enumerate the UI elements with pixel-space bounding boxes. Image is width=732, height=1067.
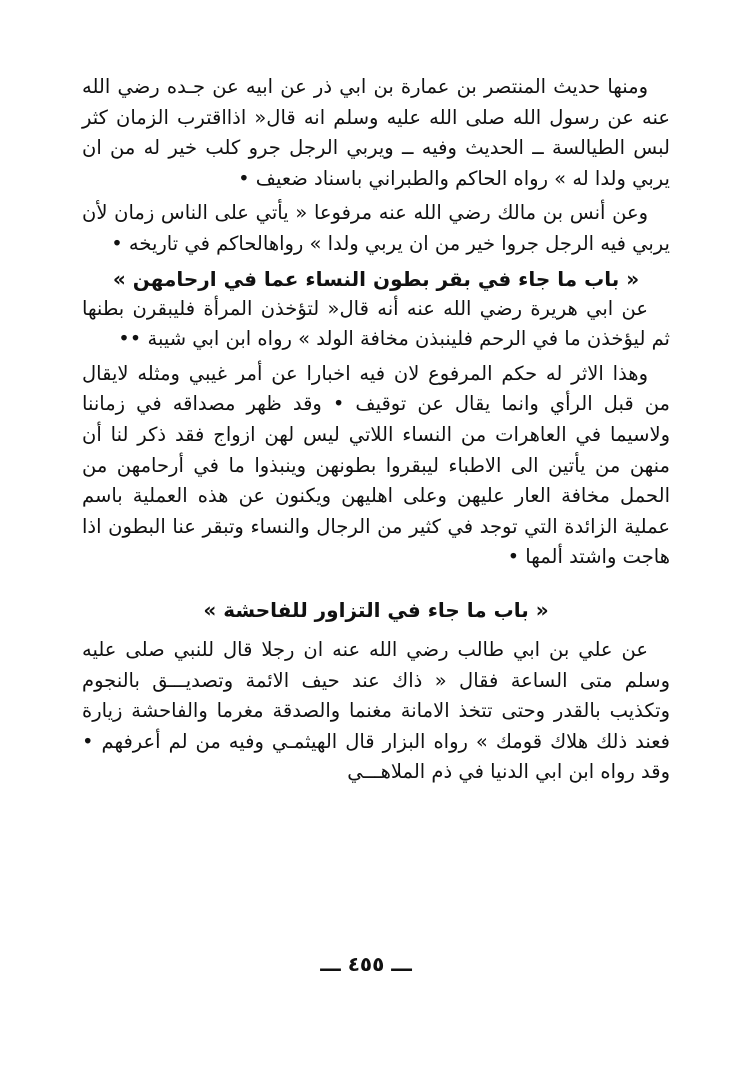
paragraph-hadith-abu-hurayra: عن ابي هريرة رضي الله عنه أنه قال« لتؤخذن المرأة فليبقرن بطنها ثم ليؤخذن ما في الرحم فلينبذن مخافة الولد » رواه ابن ابي شيبة ••	[82, 296, 670, 351]
paragraph-hadith-anas: وعن أنس بن مالك رضي الله عنه مرفوعا « يأتي على الناس زمان لأن يربي فيه الرجل جروا خير من ان يربي ولدا » رواهالحاكم في تاريخه •	[82, 201, 670, 255]
document-page	[82, 72, 670, 788]
paragraph-hadith-ali: عن علي بن ابي طالب رضي الله عنه ان رجلا قال للنبي صلى عليه وسلم متى الساعة فقال « ذاك عند حيف الائمة وتصديـــق بالنجوم وتكذيب بالقدر وحتى تتخذ الامانة مغنما والصدقة مغرما والفاحشة زيارة فعند ذلك هلاك قومك » رواه البزار قال الهيثمـي وفيه من لم أعرفهم • وقد رواه ابن ابي الدنيا في ذم الملاهـــي	[82, 637, 670, 784]
paragraph-commentary: وهذا الاثر له حكم المرفوع لان فيه اخبارا عن أمر غيبي ومثله لايقال من قبل الرأي وانما يقال عن توقيف • وقد ظهر مصداقه في زماننا ولاسيما في العاهرات من النساء اللاتي ليس لهن ازواج فقد ذكر لنا أن منهن من يأتين الى الاطباء ليبقروا بطونهن وينبذوا ما في أرحامهن من الحمل مخافة العار عليهن وعلى اهليهن ويكنون عن هذه العملية باسم عملية الزائدة التي توجد في كثير من الرجال والنساء وتبقر عنا البطون اذا هاجت واشتد ألمها •	[82, 361, 670, 569]
section-heading-tazawur: « باب ما جاء في التزاور للفاحشة »	[203, 597, 549, 622]
section-heading-baqr: « باب ما جاء في بقر بطون النساء عما في ارحامهن »	[112, 266, 640, 291]
paragraph-hadith-muntasir: ومنها حديث المنتصر بن عمارة بن ابي ذر عن ابيه عن جـده رضي الله عنه عن رسول الله صلى الله عليه وسلم انه قال« اذااقترب الزمان كثر لبس الطيالسة ــ الحديث وفيه ــ ويربي الرجل جرو كلب خير له من ان يربي ولدا له » رواه الحاكم والطبراني باسناد ضعيف •	[82, 75, 670, 190]
page-number: ـــ ٤٥٥ ـــ	[320, 952, 412, 976]
